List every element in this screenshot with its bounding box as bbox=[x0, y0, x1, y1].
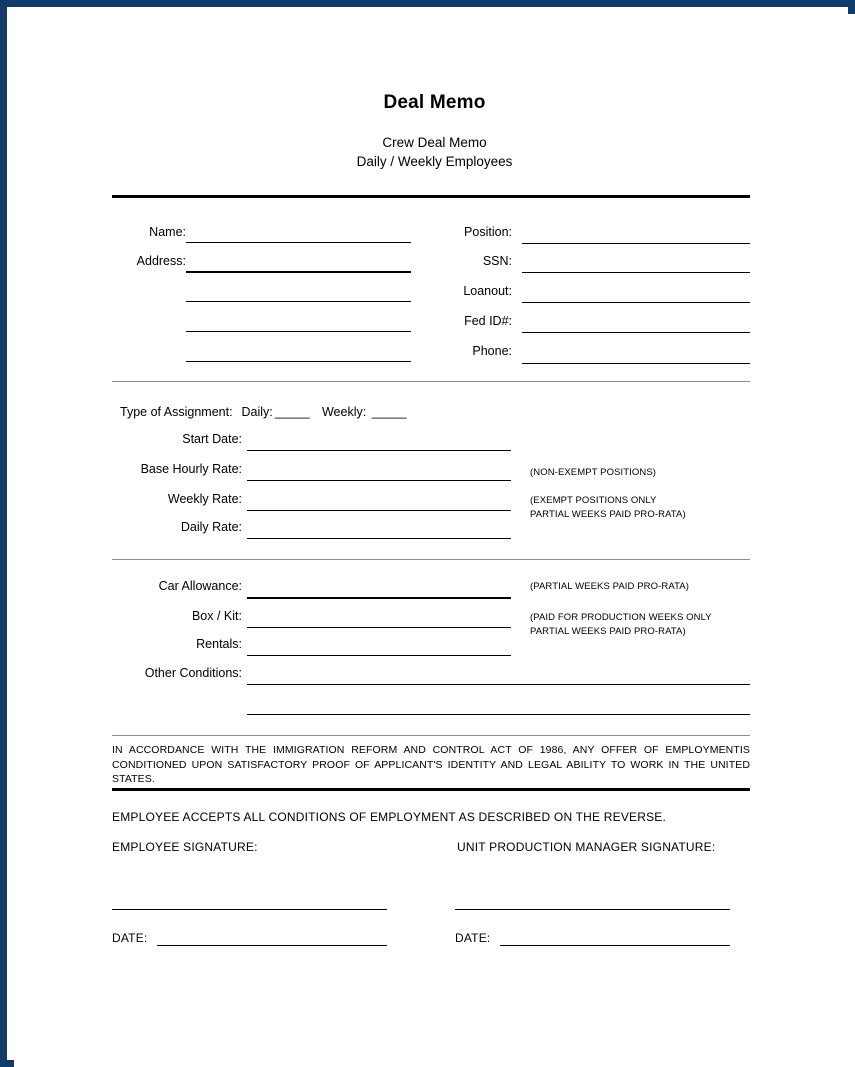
employee-signature-label: EMPLOYEE SIGNATURE: bbox=[112, 840, 258, 854]
exempt-note-line-2: PARTIAL WEEKS PAID PRO-RATA) bbox=[530, 509, 686, 520]
daily-rate-input-line[interactable] bbox=[247, 538, 511, 539]
address-input-line-3[interactable] bbox=[186, 331, 411, 332]
base-hourly-rate-label: Base Hourly Rate: bbox=[140, 462, 242, 476]
other-conditions-input-line-1[interactable] bbox=[247, 684, 750, 685]
allowances-section-divider bbox=[112, 735, 750, 736]
employee-signature-input-line[interactable] bbox=[112, 909, 387, 910]
daily-rate-label: Daily Rate: bbox=[180, 520, 242, 534]
employee-date-label: DATE: bbox=[112, 931, 148, 945]
address-input-line[interactable] bbox=[186, 271, 411, 273]
address-label: Address: bbox=[136, 254, 186, 268]
rentals-input-line[interactable] bbox=[247, 655, 511, 656]
daily-blank[interactable]: _____ bbox=[274, 405, 310, 419]
other-conditions-input-line-2[interactable] bbox=[247, 714, 750, 715]
start-date-label: Start Date: bbox=[182, 432, 242, 446]
position-label: Position: bbox=[464, 225, 512, 239]
fed-id-label: Fed ID#: bbox=[464, 314, 512, 328]
loanout-input-line[interactable] bbox=[522, 302, 750, 303]
document-subtitle bbox=[14, 134, 855, 171]
acceptance-statement: EMPLOYEE ACCEPTS ALL CONDITIONS OF EMPLOYMENT AS DESCRIBED ON THE REVERSE. bbox=[112, 810, 667, 824]
box-kit-label: Box / Kit: bbox=[191, 609, 242, 623]
name-input-line[interactable] bbox=[186, 242, 411, 243]
name-label: Name: bbox=[149, 225, 186, 239]
car-allowance-input-line[interactable] bbox=[247, 597, 511, 599]
deal-memo-document bbox=[14, 14, 855, 945]
manager-signature-label: UNIT PRODUCTION MANAGER SIGNATURE: bbox=[457, 840, 716, 854]
type-of-assignment-row bbox=[120, 405, 408, 419]
position-input-line[interactable] bbox=[522, 243, 750, 244]
address-input-line-2[interactable] bbox=[186, 301, 411, 302]
base-hourly-rate-input-line[interactable] bbox=[247, 480, 511, 481]
daily-label: Daily: bbox=[241, 405, 273, 419]
loanout-label: Loanout: bbox=[463, 284, 512, 298]
ssn-label: SSN: bbox=[482, 254, 512, 268]
page-title: Deal Memo bbox=[383, 92, 486, 113]
assignment-section-divider bbox=[112, 559, 750, 560]
weekly-rate-input-line[interactable] bbox=[247, 510, 511, 511]
type-of-assignment-label: Type of Assignment: bbox=[120, 405, 233, 419]
immigration-legal-notice: IN ACCORDANCE WITH THE IMMIGRATION REFORM AND CONTROL ACT OF 1986, ANY OFFER OF EMPLOYMENTIS CONDITIONED UPON SATISFACTORY PROOF OF APPLICANT'S IDENTITY AND LEGAL ABILITY TO WORK IN THE UNITED STATES. bbox=[112, 744, 750, 785]
manager-date-label: DATE: bbox=[455, 931, 491, 945]
weekly-label: Weekly: bbox=[321, 405, 367, 419]
start-date-input-line[interactable] bbox=[247, 450, 511, 451]
document-sheet bbox=[14, 14, 855, 1067]
box-kit-note-line-1: (PAID FOR PRODUCTION WEEKS ONLY bbox=[530, 612, 712, 623]
car-allowance-note: (PARTIAL WEEKS PAID PRO-RATA) bbox=[530, 581, 689, 592]
subtitle-line-2: Daily / Weekly Employees bbox=[356, 153, 513, 169]
phone-input-line[interactable] bbox=[522, 363, 750, 364]
manager-date-input-line[interactable] bbox=[500, 945, 730, 946]
ssn-input-line[interactable] bbox=[522, 272, 750, 273]
non-exempt-note: (NON-EXEMPT POSITIONS) bbox=[530, 467, 657, 478]
other-conditions-label: Other Conditions: bbox=[144, 666, 242, 680]
subtitle-line-1: Crew Deal Memo bbox=[382, 135, 487, 150]
legal-divider-rule bbox=[112, 788, 750, 791]
fed-id-input-line[interactable] bbox=[522, 332, 750, 333]
weekly-blank[interactable]: _____ bbox=[371, 405, 407, 419]
header-divider-rule bbox=[112, 195, 750, 198]
address-input-line-4[interactable] bbox=[186, 361, 411, 362]
phone-label: Phone: bbox=[472, 344, 512, 358]
employee-date-input-line[interactable] bbox=[157, 945, 387, 946]
exempt-note-line-1: (EXEMPT POSITIONS ONLY bbox=[530, 495, 657, 506]
box-kit-note-line-2: PARTIAL WEEKS PAID PRO-RATA) bbox=[530, 626, 686, 637]
manager-signature-input-line[interactable] bbox=[455, 909, 730, 910]
car-allowance-label: Car Allowance: bbox=[158, 579, 242, 593]
weekly-rate-label: Weekly Rate: bbox=[167, 492, 242, 506]
rentals-label: Rentals: bbox=[196, 637, 242, 651]
box-kit-input-line[interactable] bbox=[247, 627, 511, 628]
personal-section-divider bbox=[112, 381, 750, 382]
